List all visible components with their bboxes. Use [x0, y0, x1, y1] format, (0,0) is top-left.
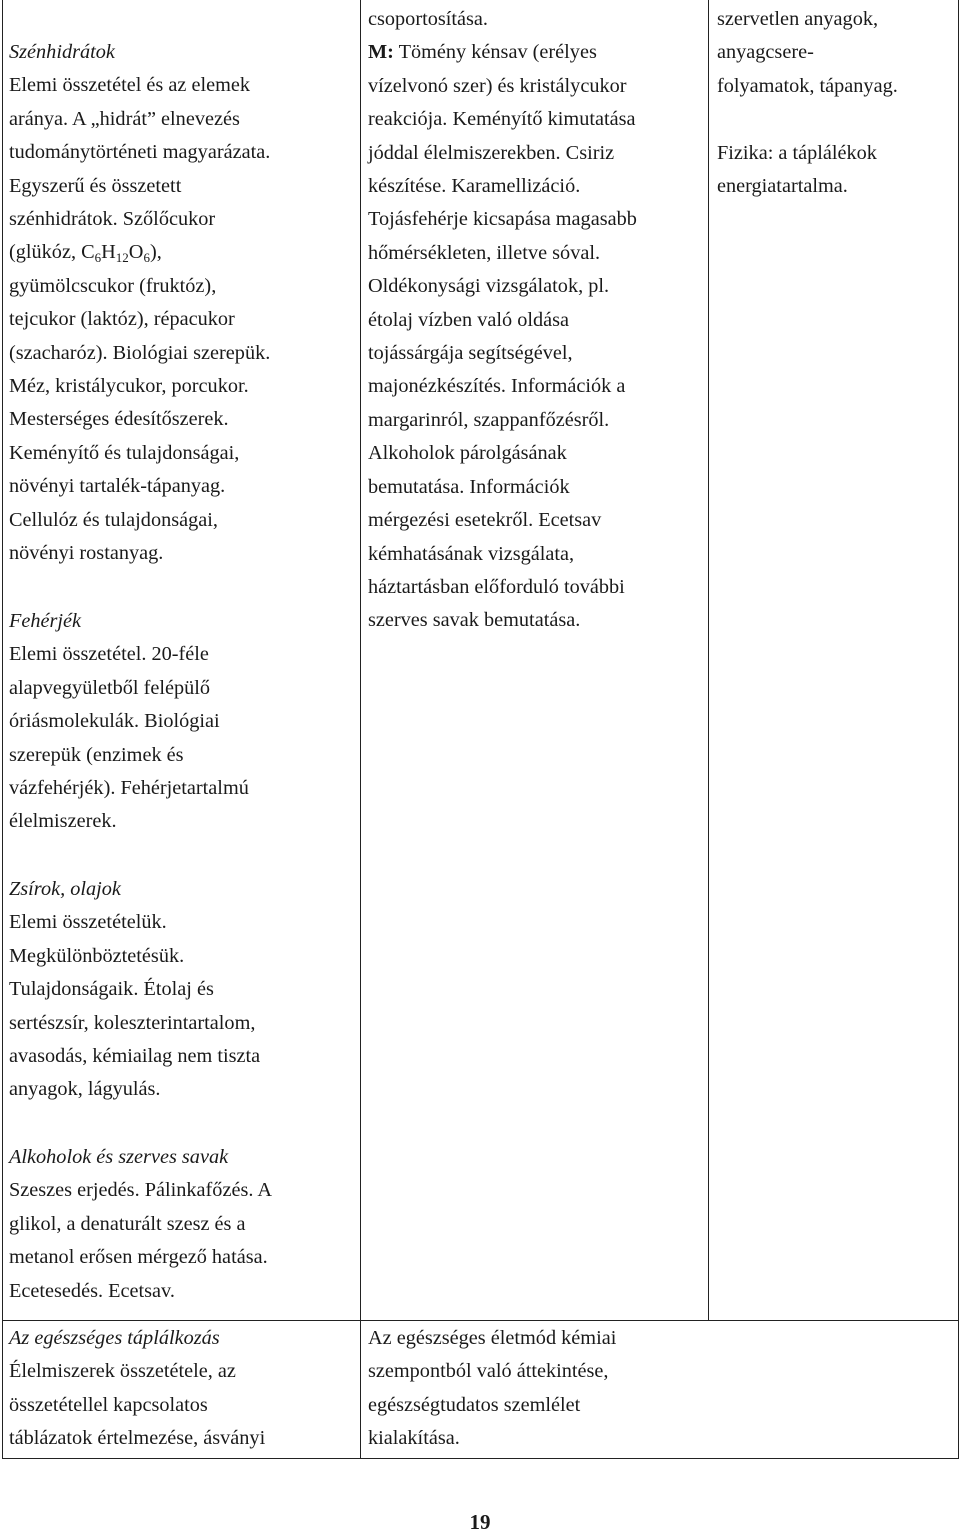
text-line: összetétellel kapcsolatos: [9, 1393, 208, 1416]
text-line: növényi tartalék-tápanyag.: [9, 475, 226, 498]
section-heading-feherjek: Fehérjék: [9, 610, 82, 632]
text-line: glikol, a denaturált szesz és a: [9, 1212, 246, 1235]
text-line: Egyszerű és összetett: [9, 174, 182, 197]
text-line: Mesterséges édesítőszerek.: [9, 408, 229, 431]
text-line: tudománytörténeti magyarázata.: [9, 141, 271, 164]
text-line: Megkülönböztetésük.: [9, 944, 185, 967]
method-line: M: Tömény kénsav (erélyes: [368, 41, 597, 64]
col1-zsirok: [9, 873, 260, 1107]
text-line: vízelvonó szer) és kristálycukor: [368, 74, 627, 97]
text-line: aránya. A „hidrát” elnevezés: [9, 107, 240, 130]
text-line: háztartásban előforduló további: [368, 575, 625, 598]
text-line: Elemi összetételük.: [9, 911, 167, 934]
text-line: alapvegyületből felépülő: [9, 676, 211, 699]
text-line: kialakítása.: [368, 1427, 460, 1450]
text-line: jóddal élelmiszerekben. Csiriz: [368, 141, 615, 164]
text-line: szempontból való áttekintése,: [368, 1360, 609, 1383]
col3-top-cell: [717, 3, 898, 103]
col1-alkoholok: [9, 1141, 272, 1308]
text-line: margarinról, szappanfőzésről.: [368, 408, 610, 431]
text-line: anyagok, lágyulás.: [9, 1078, 161, 1101]
text-line: szerves savak bemutatása.: [368, 609, 581, 632]
text-line: Elemi összetétel. 20-féle: [9, 643, 209, 666]
col3-fizika: [717, 137, 877, 204]
text-line: Élelmiszerek összetétele, az: [9, 1360, 236, 1383]
text-line: Ecetesedés. Ecetsav.: [9, 1279, 175, 1302]
text-line: Fizika: a táplálékok: [717, 142, 877, 164]
text-line: folyamatok, tápanyag.: [717, 74, 898, 97]
text-line: Az egészséges életmód kémiai: [368, 1327, 617, 1349]
text-line: étolaj vízben való oldása: [368, 308, 570, 331]
text-line: Keményítő és tulajdonságai,: [9, 441, 240, 464]
text-line: szénhidrátok. Szőlőcukor: [9, 208, 216, 231]
text-line: sertészsír, koleszterintartalom,: [9, 1011, 256, 1034]
text-line: mérgezési esetekről. Ecetsav: [368, 509, 602, 532]
text-line: hőmérsékleten, illetve sóval.: [368, 241, 601, 264]
text-line: tejcukor (laktóz), répacukor: [9, 308, 235, 331]
text-line: bemutatása. Információk: [368, 475, 570, 498]
text-line: Méz, kristálycukor, porcukor.: [9, 375, 249, 398]
text-line: készítése. Karamellizáció.: [368, 175, 581, 198]
glucose-formula-line: (glükóz, $C_6H_{12}O_6$),: [9, 241, 162, 266]
text-line: avasodás, kémiailag nem tiszta: [9, 1045, 261, 1068]
text-line: szerepük (enzimek és: [9, 743, 184, 766]
method-label: M:: [368, 41, 394, 64]
section-heading-taplalkozas: Az egészséges táplálkozás: [9, 1327, 220, 1349]
text-line: Oldékonysági vizsgálatok, pl.: [368, 275, 610, 298]
text-line: vázfehérjék). Fehérjetartalmú: [9, 777, 249, 800]
text-line: Szeszes erjedés. Pálinkafőzés. A: [9, 1179, 273, 1202]
col2-top-cell: [368, 3, 637, 638]
text-line: növényi rostanyag.: [9, 542, 164, 565]
text-line: óriásmolekulák. Biológiai: [9, 710, 220, 733]
text-line: Cellulóz és tulajdonságai,: [9, 508, 218, 531]
text-line: Elemi összetétel és az elemek: [9, 74, 251, 97]
col2-bottom-cell: [368, 1322, 616, 1456]
section-heading-szenhidratok: Szénhidrátok: [9, 41, 115, 63]
text-line: egészségtudatos szemlélet: [368, 1393, 581, 1416]
text-line: energiatartalma.: [717, 175, 848, 198]
text-line: csoportosítása.: [368, 8, 488, 30]
text-line: Tulajdonságaik. Étolaj és: [9, 978, 214, 1001]
text-line: metanol erősen mérgező hatása.: [9, 1246, 268, 1269]
text-line: Tojásfehérje kicsapása magasabb: [368, 208, 637, 231]
row-divider: [3, 1320, 958, 1321]
text-line: táblázatok értelmezése, ásványi: [9, 1427, 266, 1450]
text-line: élelmiszerek.: [9, 810, 117, 833]
text-line: majonézkészítés. Információk a: [368, 375, 626, 398]
text-line: kémhatásának vizsgálata,: [368, 542, 575, 565]
section-heading-zsirok: Zsírok, olajok: [9, 878, 121, 900]
text-line: tojássárgája segítségével,: [368, 342, 573, 365]
text-line: anyagcsere-: [717, 41, 814, 64]
column-divider-1: [360, 0, 361, 1458]
col1-bottom-cell: [9, 1322, 265, 1456]
text-line: (szacharóz). Biológiai szerepük.: [9, 341, 271, 364]
column-divider-2: [708, 0, 709, 1320]
text-line: reakciója. Keményítő kimutatása: [368, 108, 636, 131]
page-number: 19: [469, 1510, 491, 1534]
section-heading-alkoholok: Alkoholok és szerves savak: [9, 1146, 229, 1168]
col1-top-cell: [9, 36, 270, 571]
text-line: Alkoholok párolgásának: [368, 442, 567, 465]
text-line: szervetlen anyagok,: [717, 8, 879, 30]
text-line: gyümölcscukor (fruktóz),: [9, 274, 217, 297]
col1-feherjek: [9, 605, 249, 839]
